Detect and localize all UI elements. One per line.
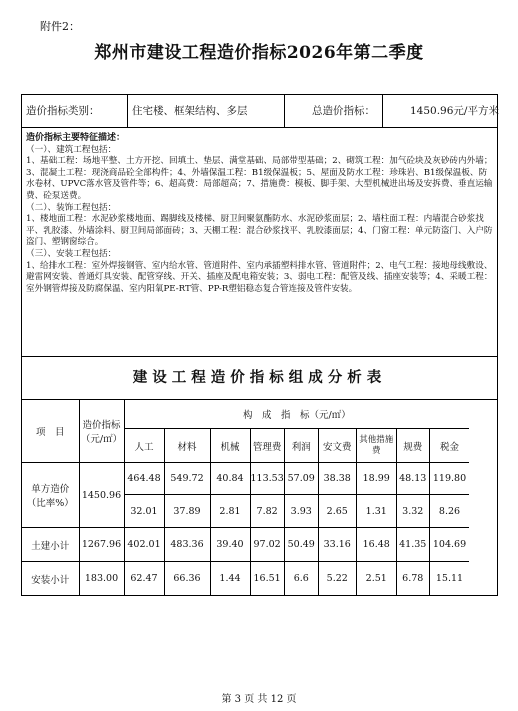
table-row — [22, 562, 469, 596]
row-index: 1450.96 — [79, 463, 124, 528]
page-title: 郑州市建设工程造价指标2026年第二季度 — [94, 43, 424, 63]
table-cell: 62.47 — [124, 562, 164, 596]
column-header: 机械 — [210, 429, 250, 463]
table-cell: 18.99 — [356, 463, 396, 495]
table-cell: 113.53 — [250, 463, 284, 495]
col-group-header: 构 成 指 标（元/㎡） — [124, 400, 469, 429]
table-cell: 48.13 — [396, 463, 429, 495]
table-cell: 6.78 — [396, 562, 429, 596]
description-line: （一）、建筑工程包括： — [26, 144, 117, 155]
col-item-header: 项 目 — [22, 400, 79, 463]
description-line: （二）、装饰工程包括： — [26, 202, 117, 213]
table-cell: 104.69 — [429, 528, 469, 562]
table-cell: 7.82 — [250, 495, 284, 528]
cost-analysis-table — [22, 399, 469, 596]
annex-label: 附件2： — [40, 20, 80, 33]
table-cell: 2.51 — [356, 562, 396, 596]
table-cell: 2.81 — [210, 495, 250, 528]
table-cell: 38.38 — [318, 463, 356, 495]
row-label: 安装小计 — [22, 562, 79, 596]
description-line: 1、基础工程：场地平整、土方开挖、回填土、垫层、满堂基础、局部带型基础；2、砌筑工程：加气砼块及灰砂砖内外墙；3、混凝土工程：现浇商品砼全部构件；4、外墙保温工程：B1级保温板；5、屋面及防水工程：珍珠岩、B1级保温板、防水卷材、UPVC落水管及管件等；6、超高费：局部超高；7、措施费：模板、脚手架、大型机械进出场及安拆费、垂直运输费、砼泵送费。 — [26, 156, 493, 201]
description-line: 1、楼地面工程：水泥砂浆楼地面、踢脚线及楼梯、厨卫间聚氨酯防水、水泥砂浆面层；2、墙柱面工程：内墙混合砂浆找平、乳胶漆、外墙涂料、厨卫间局部面砖；3、天棚工程：混合砂浆找平、乳胶漆面层；4、门窗工程：单元防盗门、入户防盗门、塑钢窗综合。 — [26, 214, 493, 248]
table-cell: 3.32 — [396, 495, 429, 528]
table-cell: 32.01 — [124, 495, 164, 528]
table-cell: 15.11 — [429, 562, 469, 596]
table-cell: 40.84 — [210, 463, 250, 495]
column-header: 利润 — [284, 429, 318, 463]
row-index: 183.00 — [79, 562, 124, 596]
description-line: （三）、安装工程包括： — [26, 248, 117, 259]
table-row — [22, 528, 469, 562]
row-label: 单方造价（比率%） — [22, 463, 79, 528]
table-cell: 39.40 — [210, 528, 250, 562]
table-row — [22, 463, 469, 495]
row-index: 1267.96 — [79, 528, 124, 562]
table-cell: 8.26 — [429, 495, 469, 528]
table-cell: 16.48 — [356, 528, 396, 562]
column-header: 规费 — [396, 429, 429, 463]
table-cell: 50.49 — [284, 528, 318, 562]
category-value: 住宅楼、框架结构、多层 — [132, 105, 248, 117]
col-index-header: 造价指标（元/㎡） — [79, 400, 124, 463]
category-divider — [127, 95, 128, 127]
table-cell: 464.48 — [124, 463, 164, 495]
category-label: 造价指标类别： — [26, 105, 100, 117]
table-cell: 1.31 — [356, 495, 396, 528]
column-header: 人工 — [124, 429, 164, 463]
description-heading: 造价指标主要特征描述： — [26, 133, 126, 143]
feature-description — [22, 127, 497, 357]
column-header: 材料 — [164, 429, 210, 463]
table-cell: 66.36 — [164, 562, 210, 596]
table-cell: 16.51 — [250, 562, 284, 596]
analysis-title: 建设工程造价指标组成分析表 — [22, 357, 497, 400]
category-divider — [382, 95, 383, 127]
column-header: 税金 — [429, 429, 469, 463]
table-cell: 119.80 — [429, 463, 469, 495]
table-cell: 3.93 — [284, 495, 318, 528]
table-cell: 483.36 — [164, 528, 210, 562]
document-frame — [21, 94, 498, 596]
column-header: 其他措施费 — [356, 429, 396, 463]
index-value: 1450.96元/平方米 — [410, 105, 499, 117]
page-number: 第 3 页 共 12 页 — [221, 694, 297, 705]
description-line: 1、给排水工程：室外焊接钢管、室内给水管、管道附件、室内承插塑料排水管、管道附件；2、电气工程：接地母线敷设、避雷网安装、普通灯具安装、配管穿线、开关、插座及配电箱安装；3、弱电工程：配管及线、插座安装等；4、采暖工程：室外钢管焊接及防腐保温、室内阳氧PE-RT管、PP-R塑铝稳态复合管连接及管件安装。 — [26, 260, 493, 294]
category-row — [22, 95, 497, 128]
table-header-row — [22, 400, 469, 429]
table-cell: 57.09 — [284, 463, 318, 495]
table-cell: 5.22 — [318, 562, 356, 596]
table-cell: 1.44 — [210, 562, 250, 596]
table-cell: 549.72 — [164, 463, 210, 495]
table-cell: 402.01 — [124, 528, 164, 562]
table-cell: 33.16 — [318, 528, 356, 562]
index-label: 总造价指标： — [312, 105, 375, 117]
row-label: 土建小计 — [22, 528, 79, 562]
table-cell: 6.6 — [284, 562, 318, 596]
table-cell: 97.02 — [250, 528, 284, 562]
category-divider — [284, 95, 285, 127]
table-cell: 41.35 — [396, 528, 429, 562]
table-cell: 2.65 — [318, 495, 356, 528]
column-header: 管理费 — [250, 429, 284, 463]
column-header: 安文费 — [318, 429, 356, 463]
table-cell: 37.89 — [164, 495, 210, 528]
